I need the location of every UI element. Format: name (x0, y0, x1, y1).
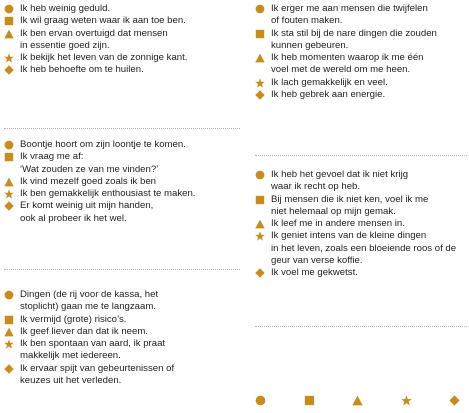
statement-item (255, 194, 467, 219)
statement-text: Dingen (de rij voor de kassa, het stoplicht) gaan me te langzaam. (20, 289, 159, 313)
statement-item (4, 289, 240, 314)
triangle-icon (255, 219, 265, 229)
square-icon (4, 152, 14, 162)
circle-icon (255, 170, 265, 180)
statement-group-5 (255, 169, 467, 280)
statement-item (4, 52, 240, 64)
diamond-icon (255, 90, 265, 100)
statement-text: Ik vind mezelf goed zoals ik ben (20, 175, 156, 187)
statement-item (4, 64, 240, 76)
statement-item (4, 363, 240, 388)
statement-item (4, 15, 240, 27)
circle-icon (4, 140, 14, 150)
statement-text: Ik geef liever dan dat ik neem. (20, 325, 148, 337)
statement-text: Ik erger me aan mensen die twijfelen of fouten maken. (271, 3, 428, 27)
statement-text: Er komt weinig uit mijn handen, ook al probeer ik het wel. (20, 200, 154, 224)
statement-item (255, 267, 467, 279)
statement-text: Ik heb weinig geduld. (20, 3, 111, 14)
statement-text: Ik voel me gekwetst. (271, 267, 358, 279)
statement-item (4, 176, 240, 188)
statement-text: Bij mensen die ik niet ken, voel ik me niet helemaal op mijn gemak. (271, 193, 429, 217)
statement-text: Ik heb momenten waarop ik me één voel met de wereld om me heen. (271, 52, 424, 76)
star-icon (4, 339, 14, 349)
circle-icon (255, 4, 265, 14)
statement-item (255, 230, 467, 267)
statement-item (4, 338, 240, 363)
statement-item (255, 218, 467, 230)
statement-item (255, 89, 467, 101)
statement-text: Ik ben spontaan van aard, ik praat makkelijk met iedereen. (20, 338, 166, 362)
diamond-icon (255, 268, 265, 278)
statement-text: Ik sta stil bij de nare dingen die zouden kunnen gebeuren. (271, 27, 437, 51)
statement-group-4 (255, 3, 467, 101)
star-icon (255, 231, 265, 241)
square-icon (4, 315, 14, 325)
statement-item (255, 52, 467, 77)
triangle-icon (4, 177, 14, 187)
statement-item (4, 151, 240, 176)
statement-text: Ik heb het gevoel dat ik niet krijg waar ik recht op heb. (271, 169, 409, 193)
statement-text: Boontje hoort om zijn loontje te komen. (20, 139, 186, 150)
diamond-icon (4, 201, 14, 211)
circle-icon (4, 290, 14, 300)
square-icon (4, 16, 14, 26)
statement-item (4, 139, 240, 151)
statement-item (255, 3, 467, 28)
statement-text: Ik ben gemakkelijk enthousiast te maken. (20, 188, 196, 200)
footer-circle-icon (255, 395, 266, 406)
statement-item (255, 169, 467, 194)
statement-item (4, 28, 240, 53)
square-icon (255, 29, 265, 39)
triangle-icon (4, 327, 14, 337)
diamond-icon (4, 65, 14, 75)
triangle-icon (4, 29, 14, 39)
star-icon (4, 53, 14, 63)
statement-text: Ik geniet intens van de kleine dingen in het leven, zoals een bloeiende roos of de geur van verse koffie. (271, 230, 457, 267)
statement-text: Ik bekijk het leven van de zonnige kant. (20, 52, 188, 64)
statement-text: Ik lach gemakkelijk en veel. (271, 76, 388, 88)
star-icon (255, 78, 265, 88)
symbol-footer (255, 395, 465, 407)
statement-text: Ik ben ervan overtuigd dat mensen in essentie goed zijn. (20, 27, 168, 51)
group-divider (255, 326, 467, 327)
statement-text: Ik heb gebrek aan energie. (271, 89, 386, 101)
statement-text: Ik heb behoefte om te huilen. (20, 64, 144, 76)
footer-square-icon (304, 395, 315, 406)
diamond-icon (4, 364, 14, 374)
statement-text: Ik leef me in andere mensen in. (271, 218, 405, 230)
circle-icon (4, 4, 14, 14)
statement-item (255, 77, 467, 89)
square-icon (255, 195, 265, 205)
statement-group-3 (4, 289, 240, 387)
statement-text: Ik wil graag weten waar ik aan toe ben. (20, 15, 186, 27)
statement-item (4, 3, 240, 15)
statement-item (4, 314, 240, 326)
statement-group-2 (4, 139, 240, 225)
statement-text: Ik vermijd (grote) risico’s. (20, 313, 127, 325)
footer-diamond-icon (449, 395, 460, 406)
footer-triangle-icon (352, 395, 363, 406)
triangle-icon (255, 53, 265, 63)
group-divider (4, 269, 240, 270)
statement-text: Ik vraag me af: ‘Wat zouden ze van me vinden?’ (20, 151, 159, 175)
star-icon (4, 189, 14, 199)
group-divider (255, 155, 467, 156)
statement-item (4, 188, 240, 200)
group-divider (4, 128, 240, 129)
statement-text: Ik ervaar spijt van gebeurtenissen of keuzes uit het verleden. (20, 362, 175, 387)
statement-item (4, 326, 240, 338)
statement-group-1 (4, 3, 240, 77)
statement-item (4, 200, 240, 225)
footer-star-icon (401, 395, 412, 406)
statement-item (255, 28, 467, 53)
